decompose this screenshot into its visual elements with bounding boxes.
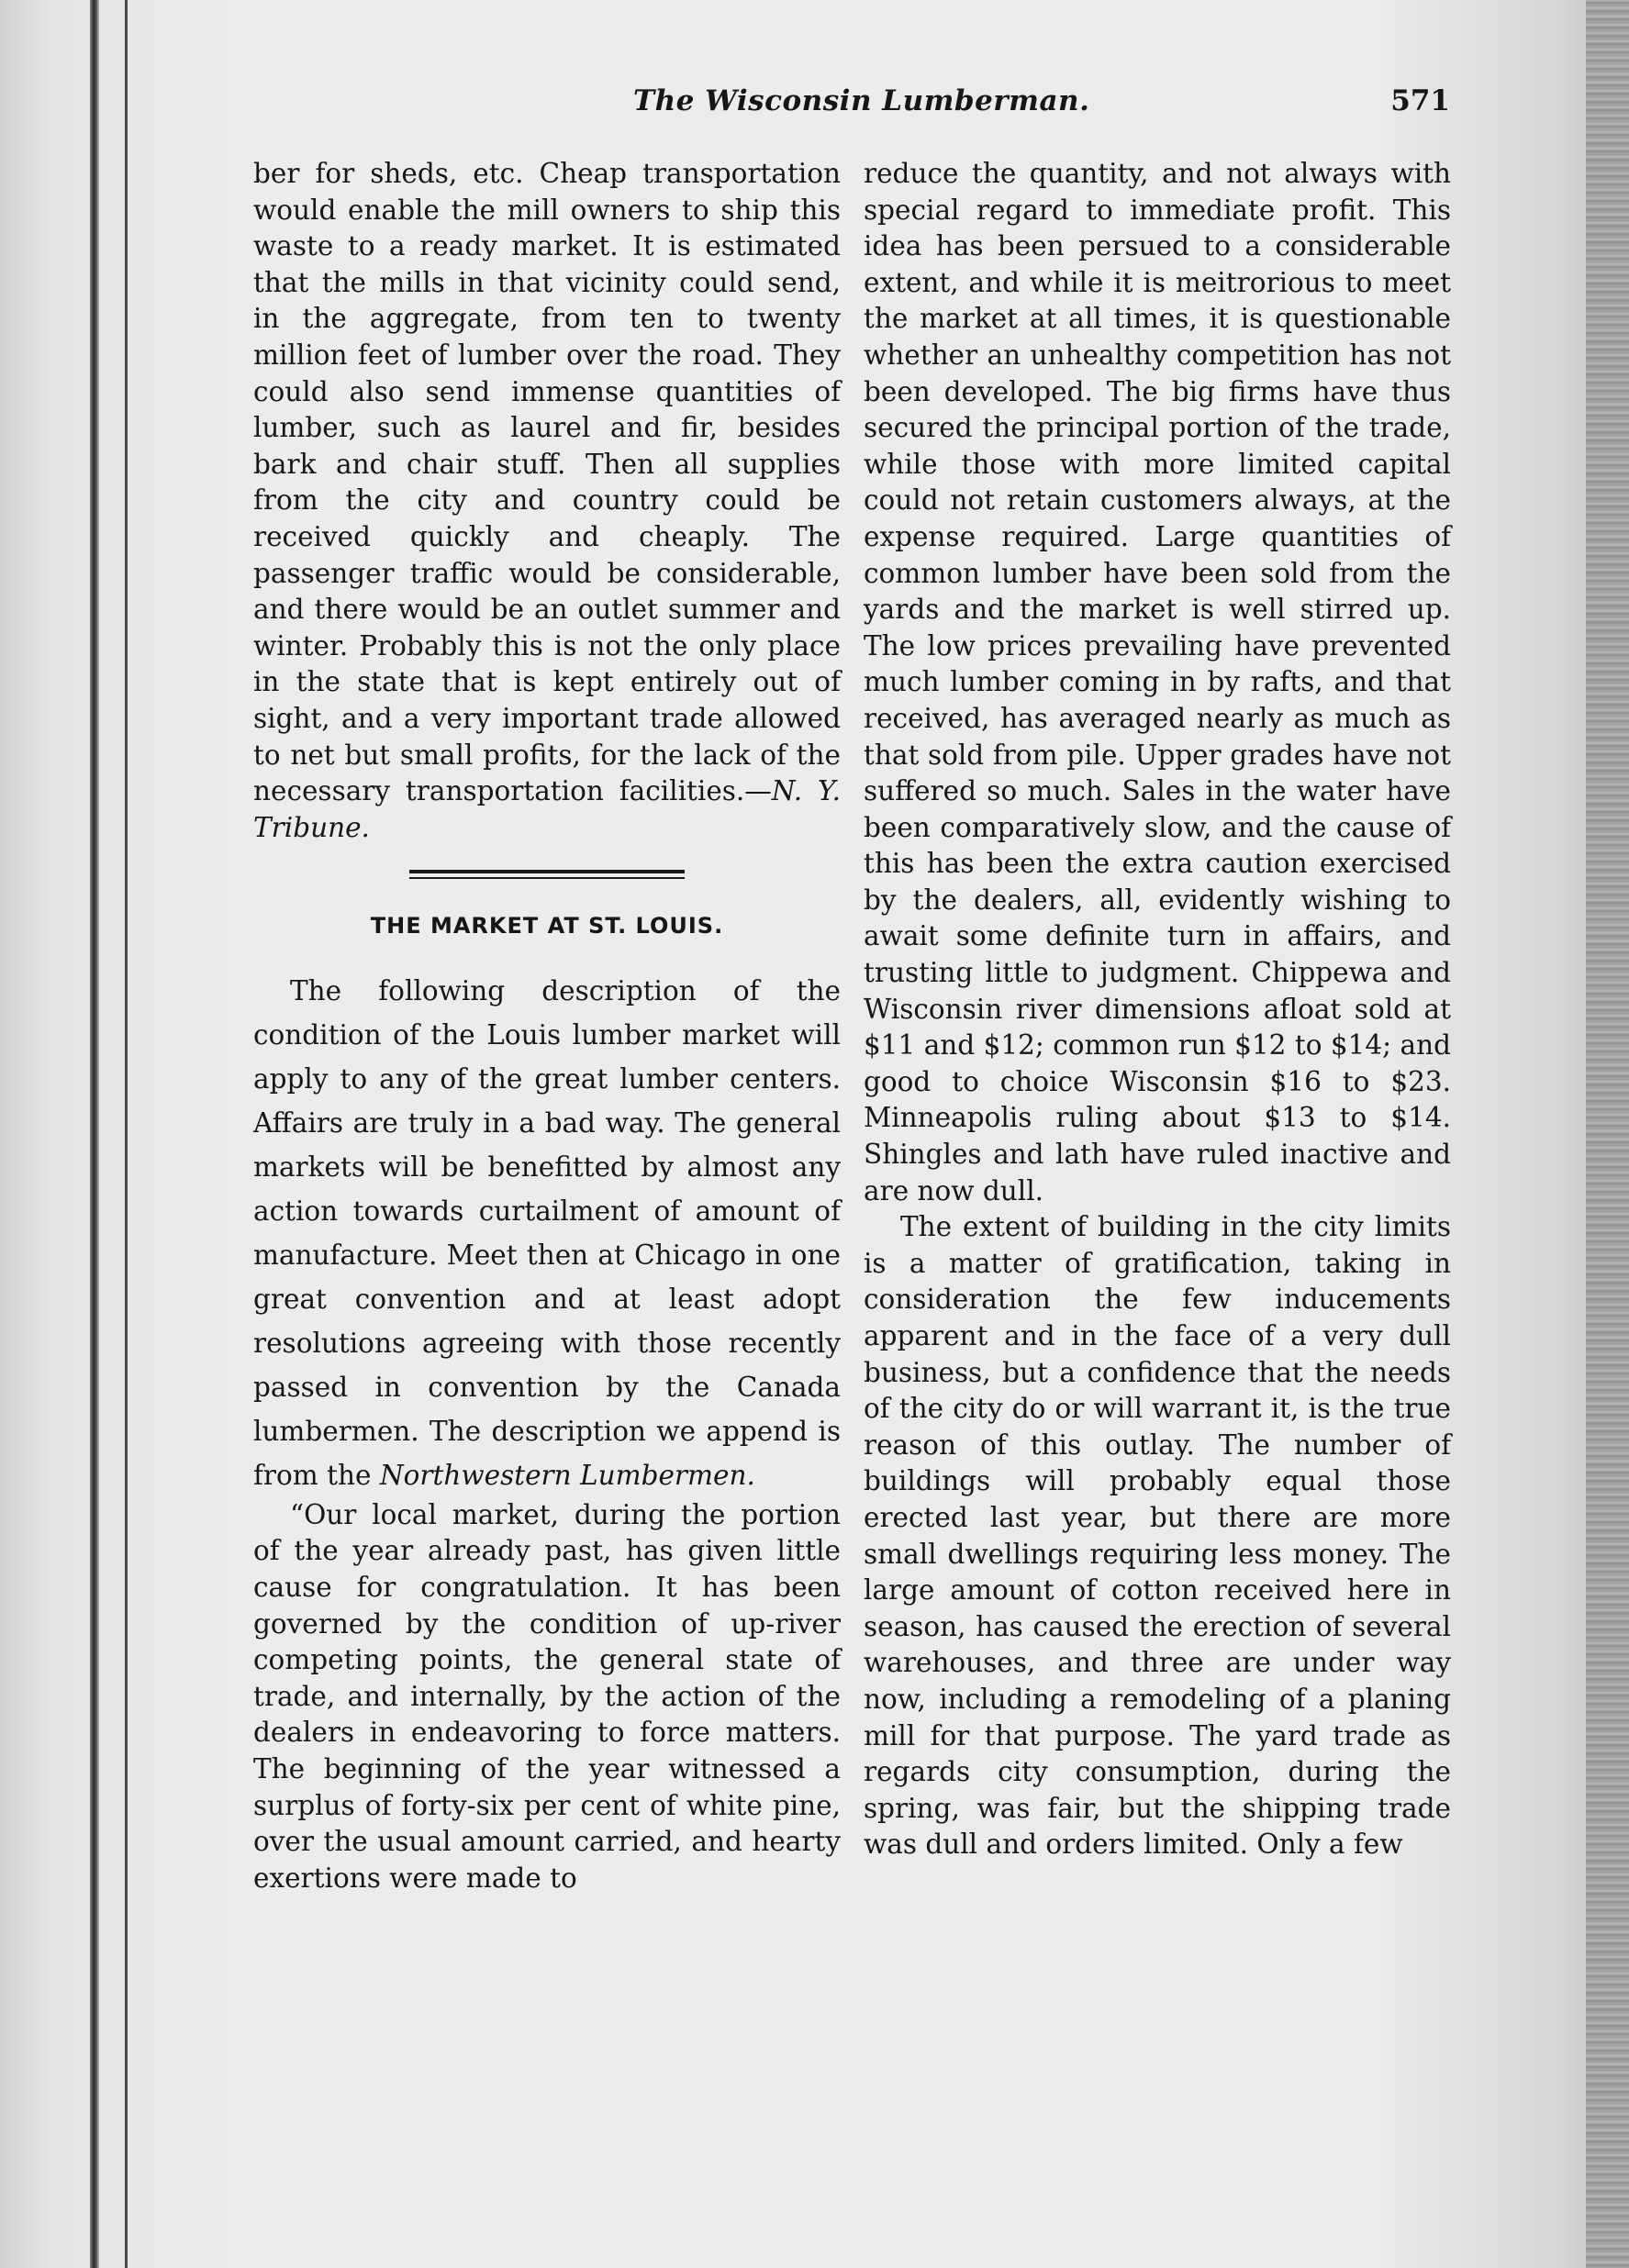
right-paragraph-1: reduce the quantity, and not always with special regard to immediate profit. This idea has been persued to a considerable extent, and while it is meitrorious to meet the market at all times, it is questionable whether an unhealthy competition has not been developed. The big firms have thus secured the principal portion of the trade, while those with more limited capital could not retain customers always, at the expense required. Large quantities of common lumber have been sold from the yards and the market is well stirred up. The low prices prevailing have prevented much lumber coming in by rafts, and that received, has averaged nearly as much as that sold from pile. Upper grades have not suffered so much. Sales in the water have been comparatively slow, and the cause of this has been the extra caution exercised by the dealers, all, evidently wishing to await some definite turn in affairs, and trusting little to judgment. Chippewa and Wisconsin river dimensions afloat sold at $11 and $12; common run $12 to $14; and good to choice Wisconsin $16 to $23. Minneapolis ruling about $13 to $14. Shingles and lath have ruled inactive and are now dull. — [864, 158, 1451, 1206]
continued-paragraph-text: ber for sheds, etc. Cheap transportation would enable the mill owners to ship this waste to a ready market. It is estimated that the mills in that vicinity could send, in the aggregate, from ten to twenty million feet of lumber over the road. They could also send immense quantities of lumber, such as laurel and fir, besides bark and chair stuff. Then all supplies from the city and country could be received quickly and cheaply. The passenger traffic would be considerable, and there would be an outlet summer and winter. Probably this is not the only place in the state that is kept entirely out of sight, and a very important trade allowed to net but small profits, for the lack of the necessary transportation facilities.— — [253, 158, 841, 807]
section-title: THE MARKET AT ST. LOUIS. — [370, 913, 724, 939]
quote-paragraph: “Our local market, during the portion of the year already past, has given little cause for congratulation. It has been governed by the condition of up-river competing points, the general state of trade, and internally, by the action of the dealers in endeavoring to force matters. The beginning of the year witnessed a surplus of forty-six per cent of white pine, over the usual amount carried, and hearty exertions were made to — [253, 1498, 841, 1894]
intro-paragraph — [253, 969, 841, 1497]
section-divider — [253, 866, 841, 884]
source-credit: N. Y. Tribune. — [253, 775, 841, 843]
right-column — [864, 156, 1451, 1863]
page-number: 571 — [1390, 84, 1450, 117]
binding-gutter-edge — [125, 0, 128, 2268]
binding-gutter — [90, 0, 99, 2268]
divider-rule-thin — [409, 877, 685, 879]
continued-paragraph — [253, 156, 841, 846]
divider-rule-thick — [409, 870, 685, 873]
left-column — [253, 156, 841, 1896]
intro-source: Northwestern Lumbermen. — [379, 1459, 755, 1491]
page-edge-stack — [1586, 0, 1629, 2268]
right-paragraph-2: The extent of building in the city limits is a matter of gratification, taking in consideration the few inducements apparent and in the face of a very dull business, but a confidence that the needs of the city do or will warrant it, is the true reason of this outlay. The number of buildings will probably equal those erected last year, but there are more small dwellings requiring less money. The large amount of cotton received here in season, has caused the erection of several warehouses, and three are under way now, including a remodeling of a planing mill for that purpose. The yard trade as regards city consumption, during the spring, was fair, but the shipping trade was dull and orders limited. Only a few — [864, 1211, 1451, 1861]
running-title: The Wisconsin Lumberman. — [633, 84, 1090, 117]
running-header — [633, 84, 1450, 130]
intro-paragraph-text: The following description of the condition of the Louis lumber market will apply to any of the great lumber centers. Affairs are truly in a bad way. The general markets will be benefitted by almost any action towards curtailment of amount of manufacture. Meet then at Chicago in one great convention and at least adopt resolutions agreeing with those recently passed in convention by the Canada lumbermen. The description we append is from the — [253, 974, 841, 1491]
